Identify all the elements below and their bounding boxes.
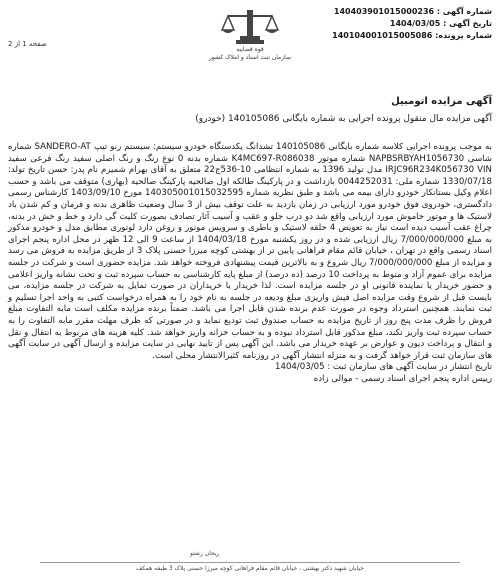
ad-date: 1404/03/05	[389, 19, 441, 28]
ad-date-label: تاریخ آگهی :	[443, 19, 492, 28]
case-number: 140104001015005086	[332, 31, 433, 40]
ad-date-row	[302, 18, 492, 30]
document-subtitle: آگهی مزایده مال منقول پرونده اجرایی به شماره بایگانی 140105086 (خودرو)	[195, 114, 492, 124]
ad-number-row	[302, 6, 492, 18]
footer-address: خیابان شهید دکتر بهشتی ، خیابان قائم مقام فراهانی کوچه میرزا حسنی پلاک 3 طبقه همکف	[40, 562, 460, 572]
ad-meta	[302, 6, 492, 42]
org-name	[190, 46, 310, 62]
document-body	[8, 142, 492, 385]
publication-date-line: تاریخ انتشار در سایت آگهی های سازمان ثبت : 1404/03/05	[275, 362, 492, 373]
ad-number: 140403901015000236	[333, 7, 435, 16]
page-number: صفحه 1 از 2	[8, 40, 47, 48]
document-title: آگهی مزایده اتومبیل	[391, 96, 492, 107]
ad-number-label: شماره آگهی :	[436, 7, 492, 16]
judiciary-emblem-icon	[220, 6, 280, 48]
case-number-label: شماره پرونده:	[435, 31, 492, 40]
signatory-line: رییس اداره پنجم اجرای اسناد رسمی - موالی زاده	[313, 373, 492, 384]
org-name-line1: قوه قضاییه	[236, 46, 264, 53]
org-name-line2: سازمان ثبت اسناد و املاک کشور	[208, 54, 292, 61]
body-paragraph-main: به موجب پرونده اجرایی کلاسه شماره بایگانی 140105086 تشدانگ یکدستگاه خودرو سیستم: سیستم رنو تیپ SANDERO-AT شماره شاسی NAPBSRBYAH1056730 شماره موتور K4MC697-R086038 شماره بدنه 0 نوع رنگ و رنگ اصلی سفید رنگ فرعی سفید IRJC96R234K056730 VIN مدل تولید 1396 به شماره انتظامی 10-536ج22 متعلق به آقای بهرام شمیرم نام پدر: حسن تاریخ تولد: 1330/07/18 شماره ملی: 0044252031 بازداشت و در پارکینگ طالکه اول صالحیه پارکینگ صالحیه (بهاری) متوقف می باشد و حسب اعلام وکیل بستانکار خودرو دارای بیمه می باشد و طبق نظریه شماره 140305001015032595 مورخ 1403/09/10 کارشناس رسمی دادگستری، خودروی فوق خودرو مورد ارزیابی در زمان بازدید به علت توقف بیش از 3 سال وضعیت ظاهری بدنه و فرمان و کم شدن باد لاستیک ها و موتور خاموش مورد ارزیابی واقع شد دو درب جلو و عقب و آسیب آثار تصادف بصورت کلیت گی دارد و خط و خش در بدنه، چراغ عقب آسیب دیده است نیاز به تعویض 4 حلقه لاستیک و باطری و سرویس موتور و روغن دارد لوتوری مطابق مدل و خودرو مذکور به مبلغ 7/000/000/000 ریال ارزیابی شده و در روز یکشنبه مورخ 1404/03/18 از ساعت 9 الی 12 ظهر در محل اداره پنجم اجرای اسناد رسمی واقع در تهران ، خیابان قائم مقام فراهانی پایین تر از بهشتی کوچه میرزا حسنی پلاک 3 از طریق مزایده به فروش می رسد و مزایده از مبلغ 7/000/000/000 ریال شروع و به بالاترین قیمت پیشنهادی فروخته خواهد شد. مزایده حضوری است و شرکت در جلسه مزایده برای عموم آزاد و منوط به پرداخت 10 درصد (ده درصد) از مبلغ پایه کارشناسی به حساب سپرده ثبت و تحت نشانه واریز اعلامی و حضور خریدار یا نماینده قانونی او در جلسه مزایده است. لذا خریدار یا خریداران در صورت تمایل به شرکت در جلسه مزایده، می بایست قبل از شروع وقت مزایده اصل فیش واریزی مبلغ ودیعه در جلسه به نام خود را به همراه درخواست کتبی به واحد اجرا تسلیم و ثبت نمایند. همچنین استرداد وجوه در صورت عدم برنده شدن قابل اجرا می باشد. ضمناً برنده مزایده مکلف است مابه التفاوت مبلغ فروش را ظرف مدت پنج روز از تاریخ مزایده به حساب صندوق ثبت تودیع نماید و در صورتی که ظرف مهلت مقرر مابه التفاوت را به حساب سپرده ثبت واریز نکند، مبلغ مذکور قابل استرداد نبوده و به حساب خزانه واریز خواهد شد. کلیه هزینه های مربوط به انتقال و نقل و انتقال و پرداخت دیون و عوارض بر عهده خریدار می باشد. این آگهی پس از تایید نهایی در سایت مزایده و ارسال آگهی در سایت آگهی های سازمان ثبت قرار خواهد گرفت و به منزله انتشار آگهی در روزنامه کثیرالانتشار محلی است.	[8, 142, 493, 361]
footer-signer: ریحان رشتو	[190, 550, 220, 557]
case-number-row	[302, 30, 492, 42]
